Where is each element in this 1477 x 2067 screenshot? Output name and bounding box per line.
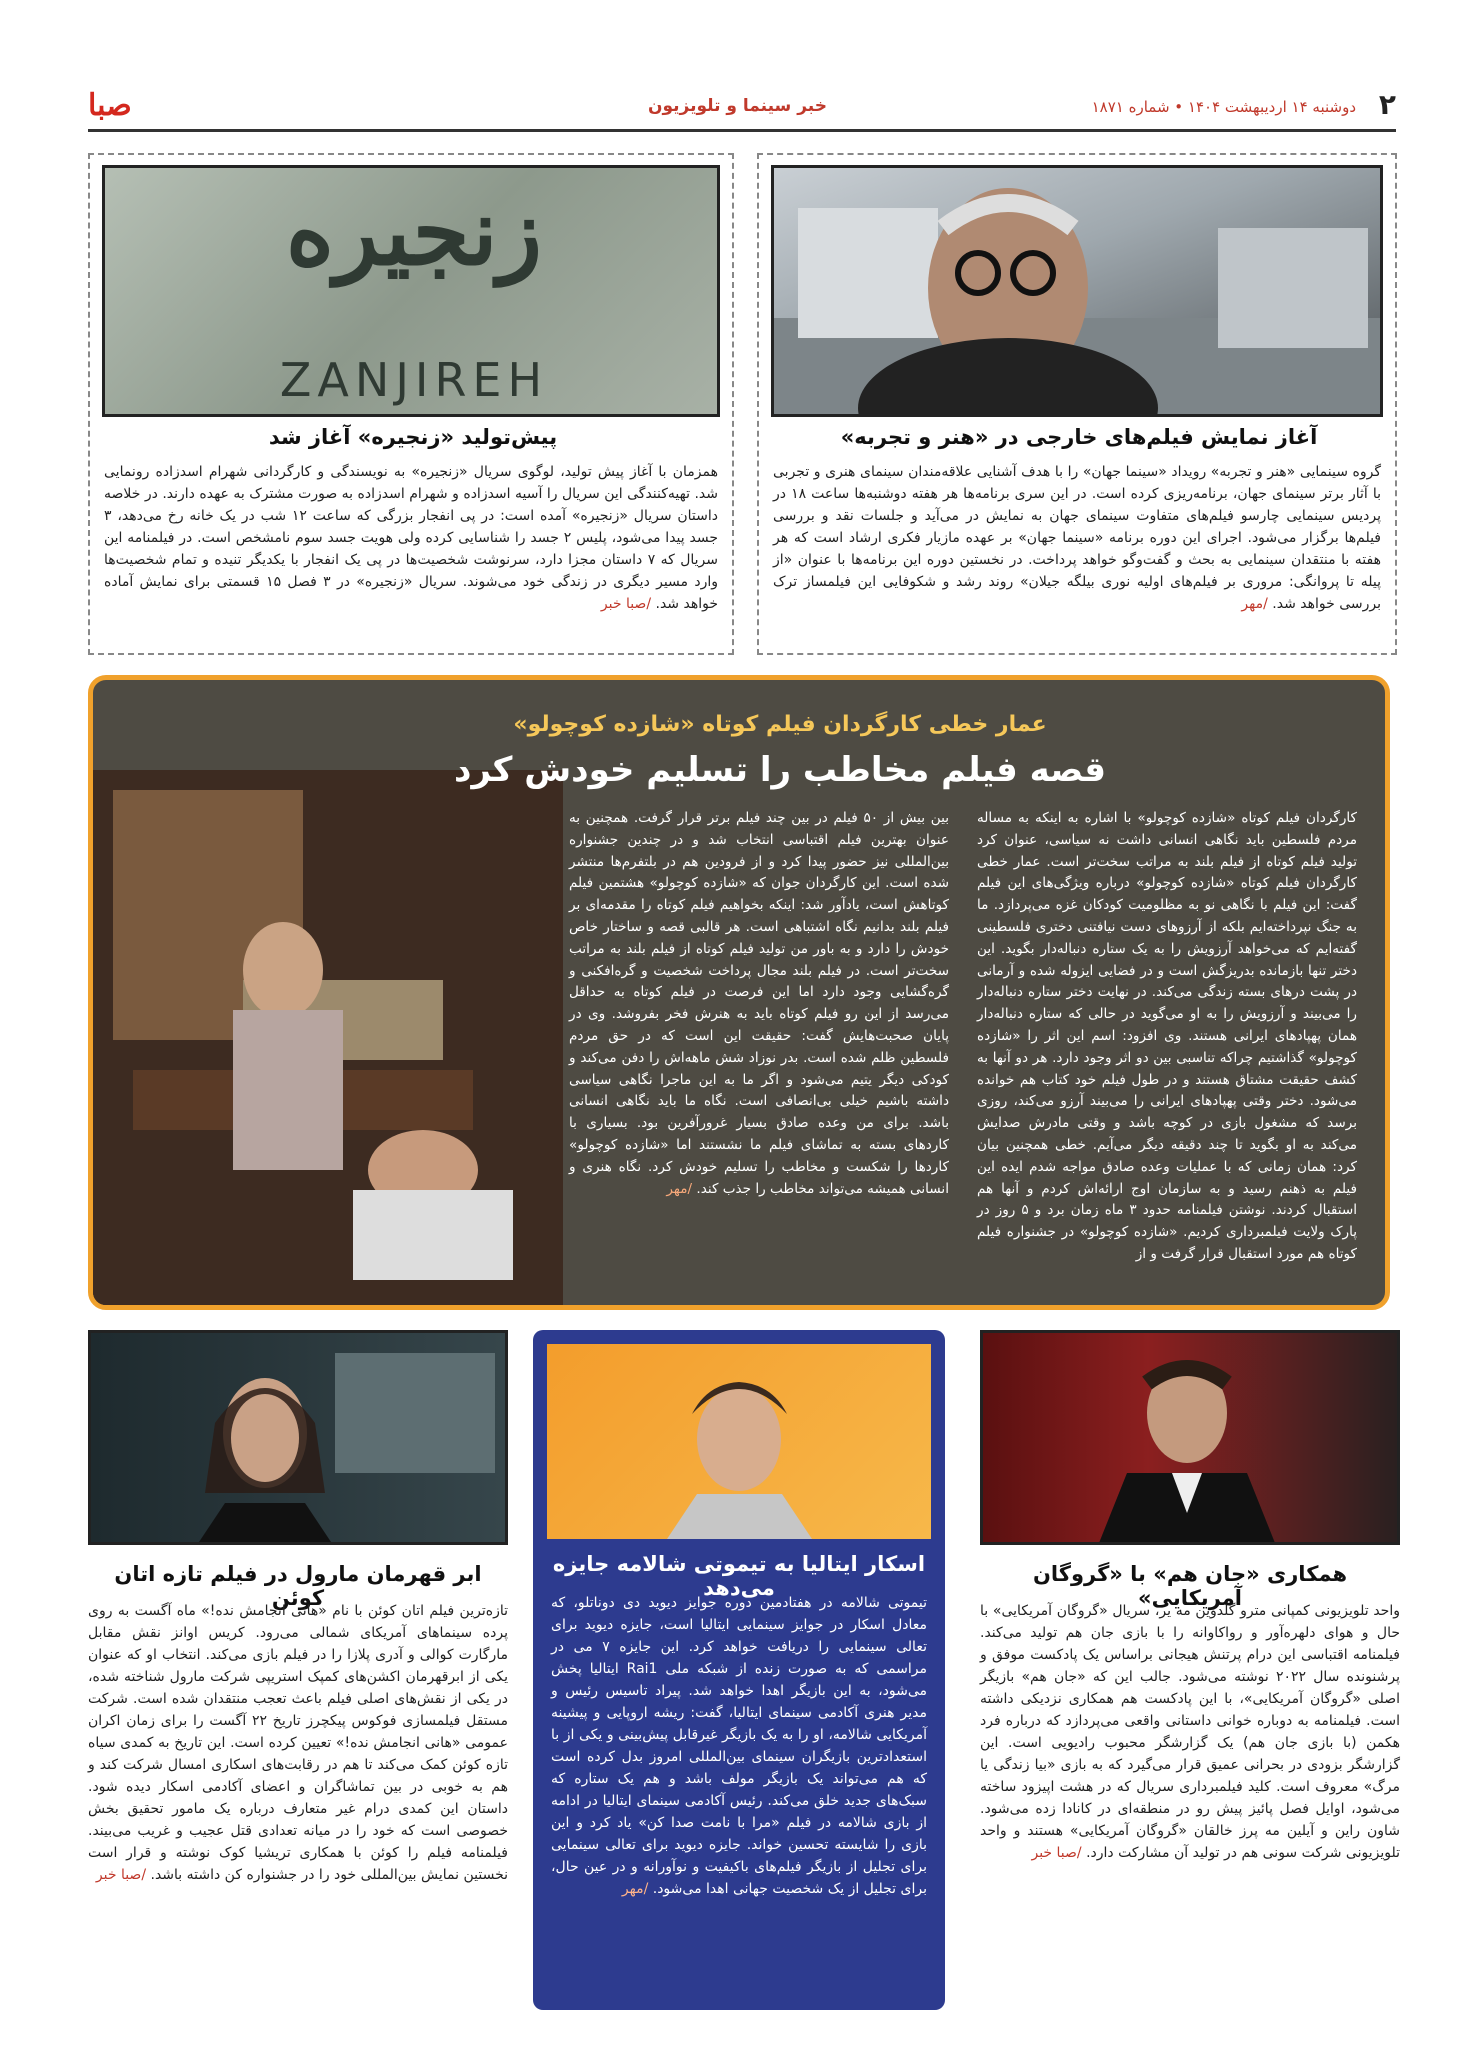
feature-photo [93,770,563,1310]
story-body: گروه سینمایی «هنر و تجربه» رویداد «سینما جهان» را با هدف آشنایی علاقه‌مندان سینمای هنری و تجربی با آثار برتر سینمای جهان، برنامه‌ریزی کرده است. در این سری برنامه‌ها هر هفته دوشنبه‌ها ساعت ۱۸ در پردیس سینمایی چارسو فیلم‌های متفاوت سینمای جهان به نمایش در می‌آید و جلسات نقد و بررسی فیلم‌ها برگزار می‌شود. اجرای این دوره برنامه «سینما جهان» بر عهده مازیار فکری ارشاد است که هر هفته با منتقدان سینمایی به بحث و گفت‌وگو خواهد پرداخت. در نخستین دوره این برنامه‌ها با عنوان «از پیله تا پروانگی: مروری بر فیلم‌های اولیه نوری بیلگه جیلان» روند رشد و شکوفایی این فیلمساز ترک بررسی خواهد شد. /مهر [773,464,1381,612]
page-header [88,88,1396,132]
feature-title: قصه فیلم مخاطب را تسلیم خودش کرد [454,750,1106,790]
story-jon-hamm [980,1330,1400,2050]
actress-portrait [88,1333,505,1545]
director-photo [771,165,1383,417]
story-title: ابر قهرمان مارول در فیلم تازه اتان کوئن [114,1562,482,1610]
section-title: خبر سینما و تلویزیون [648,96,827,116]
director-portrait [771,168,1380,417]
issue-date: دوشنبه ۱۴ اردیبهشت ۱۴۰۴ • شماره ۱۸۷۱ [1091,98,1356,116]
chalamet-photo [547,1344,931,1539]
story-coen [88,1330,508,2050]
story-title: اسکار ایتالیا به تیموتی شالامه جایزه می‌دهد [552,1552,926,1600]
story-title: پیش‌تولید «زنجیره» آغاز شد [268,425,558,449]
logo-english: ZANJIREH [279,353,549,407]
film-still-photo [88,1330,508,1545]
feature-column-left: بین بیش از ۵۰ فیلم در بین چند فیلم برتر قرار گرفت. همچنین به عنوان بهترین فیلم اقتباسی انتخاب شد و در چندین جشنواره بین‌المللی نیز حضور پیدا کرد و از فرودین هم در بلتفرم‌ها منتشر شده است. این کارگردان جوان که «شازده کوچولو» هشتمین فیلم کوتاهش است، یادآور شد: اینکه بخواهیم فیلم کوتاه را مقدمه‌ای بر فیلم بلند بدانیم نگاه اشتباهی است. هر قالبی قصه و ساختار خاص خودش را دارد و به باور من تولید فیلم کوتاه از فیلم بلند به مراتب سخت‌تر است. در فیلم بلند مجال پرداخت شخصیت و گره‌افکنی و گره‌گشایی وجود دارد اما این فرصت در فیلم کوتاه به حداقل می‌رسد از این رو فیلم کوتاه باید به هنرش فخر بفروشد. وی در پایان صحبت‌هایش گفت: حقیقت این است که در حق مردم فلسطین ظلم شده است. بدر نوزاد شش ماهه‌اش را دفن می‌کند و کودکی دیگر یتیم می‌شود و اگر ما به این ماجرا نگاهی سیاسی داشته باشیم خیلی بی‌انصافی است. نگاه ما باید نگاهی انسانی باشد. برای من وعده صادق بسیار غرورآفرین بود. بسیاری با کاردهای بسته به تماشای فیلم ما نشستند اما «شازده کوچولو» کاردها را شکست و مخاطب را تسلیم خودش کرد. نگاه هنری و انسانی همیشه می‌تواند مخاطب را جذب کند. /مهر [569,810,949,1197]
story-art-house [757,153,1397,655]
girl-reading-image [93,770,563,1310]
story-body: تازه‌ترین فیلم اتان کوئن با نام «هانی انجامش نده!» ماه آگست به روی پرده سینماهای آمریکای شمالی می‌رود. کریس اوانز نقش مقابل مارگارت کوالی و آدری پلازا را در فیلم بازی می‌کند. انتخاب او که عنوان یکی از ابرقهرمان اکشن‌های کمپک استریپی شرکت مارول شناخته شده، در یکی از نقش‌های اصلی فیلم باعث تعجب منتقدان شده است. شرکت مستقل فیلمسازی فوکوس پیکچرز تاریخ ۲۲ آگست را برای زمان اکران عمومی «هانی انجامش نده!» تعیین کرده است. این تاریخ به کمدی سیاه تازه کوئن کمک می‌کند تا هم در رقابت‌های اسکاری امسال شرکت کند و هم به خوبی در بین تماشاگران و اعضای آکادمی اسکار دیده شود. داستان این کمدی درام غیر متعارف درباره یک مامور تحقیق بخش خصوصی است که خود را در میانه تعدادی قتل عجیب و غریب می‌بیند. فیلمنامه فیلم را کوئن با همکاری تریشیا کوک نوشته و قرار است نخستین نمایش بین‌المللی خود را در جشنواره کن داشته باشد. /صبا خبر [88,1603,508,1883]
story-title: آغاز نمایش فیلم‌های خارجی در «هنر و تجربه» [840,425,1318,449]
publication-logo: صبا [88,88,132,123]
feature-interview [88,675,1390,1310]
logo-persian: زنجیره [285,178,543,286]
jon-hamm-photo [980,1330,1400,1545]
story-body: واحد تلویزیونی کمپانی مترو گلدوین مه یر، سریال «گروگان آمریکایی» با حال و هوای دلهره‌آور و رواکاوانه را با بازی جان هم تولید می‌کند. فیلمنامه اقتباسی این درام پرتنش هیجانی براساس یک پادکست موفق و پرشنونده سال ۲۰۲۲ نوشته می‌شود. جالب این که «جان هم» بازیگر اصلی «گروگان آمریکایی»، با این پادکست هم همکاری نزدیکی داشته است. فیلمنامه به دوباره خوانی داستانی واقعی می‌پردازد که درباره فرد هکمن (با بازی جان هم) یک گزارشگر محبوب رادیویی است. این گزارشگر بزودی در بحرانی عمیق قرار می‌گیرد که به بازی «بیا زندگی یا مرگ» معروف است. کلید فیلمبرداری سریال که در هشت اپیزود ساخته می‌شود، اوایل فصل پائیز پیش رو در منطقه‌ای در کانادا زده می‌شود. شاون راین و آیلین مه پرز خالقان «گروگان آمریکایی» هستند و واحد تلویزیونی شرکت سونی هم در تولید آن مشارکت دارد. /صبا خبر [980,1603,1400,1861]
page-number: ۲ [1378,88,1396,121]
actor-portrait [980,1333,1397,1545]
zanjireh-logo-image [102,165,720,417]
feature-column-right: کارگردان فیلم کوتاه «شازده کوچولو» با اشاره به اینکه به مساله مردم فلسطین باید نگاهی انسانی داشت نه سیاسی، عنوان کرد تولید فیلم کوتاه از فیلم بلند به مراتب سخت‌تر است. عمار خطی کارگردان فیلم کوتاه «شازده کوچولو» درباره ویژگی‌های این فیلم گفت: این فیلم با نگاهی نو به مظلومیت کودکان غزه می‌پردازد. ما به جنگ نپرداخته‌ایم بلکه از آرزوهای دست نیافتنی دختری فلسطینی گفته‌ایم که می‌خواهد آرزویش را به یک ستاره دنباله‌دار بگوید. این دختر تنها بازمانده بدریزگش است و در فضایی ایزوله شده و آرمانی در پشت درهای بسته زندگی می‌کند. در نهایت دختر ستاره دنباله‌دار را می‌بیند و آرزویش را به او می‌گوید در حالی که ستاره دنباله‌دار همان پهپادهای ایرانی هستند. وی افزود: اسم این اثر را «شازده کوچولو» گذاشتیم چراکه تناسبی بین دو اثر وجود دارد. هر دو آنها به کشف حقیقت مشتاق هستند و در طول فیلم خود کتاب هم خوانده می‌شود. دختر وقتی پهپادهای ایرانی را می‌بیند آرزو می‌کند، روزی برسد که مشغول بازی در کوچه باشد و وقتی مادرش صدایش می‌کند به او بگوید تا چند دقیقه دیگر می‌آیم. خطی همچنین بیان کرد: همان زمانی که با عملیات وعده صادق مواجه شدم ایده این فیلم به ذهنم رسید و به سازمان اوج ارائه‌اش کردم و آنها هم استقبال کردند. نوشتن فیلمنامه حدود ۳ ماه زمان برد و ۵ روز در پارک ولایت فیلمبرداری کردیم. «شازده کوچولو» در جشنواره فیلم کوتاه هم مورد استقبال قرار گرفت و از [977,810,1357,1262]
story-body: تیموتی شالامه در هفتادمین دوره جوایز دیوید دی دوناتلو، که معادل اسکار در جوایز سینمایی ایتالیا است، جایزه دیوید برای تعالی سینمایی را دریافت خواهد کرد. این جایزه ۷ می در مراسمی که به صورت زنده از شبکه ملی Rai1 ایتالیا پخش می‌شود، به این بازیگر اهدا خواهد شد. پیراد تاسیس رئیس و مدیر هنری آکادمی سینمای ایتالیا، گفت: ریشه اروپایی و پیشینه آمریکایی شالامه، او را به یک بازیگر غیرقابل پیش‌بینی و یکی از با استعدادترین بازیگران سینمای بین‌المللی امروز بدل کرده است که هم می‌تواند یک بازیگر مولف باشد و هم یک ستاره که سبک‌های جدید خلق می‌کند. رئیس آکادمی سینمای ایتالیا در ادامه از بازی شالامه در فیلم «مرا با نامت صدا کن» یاد کرد و این بازی را شایسته تحسین خواند. جایزه دیوید برای تعالی سینمایی برای تجلیل از بازیگر فیلم‌های باکیفیت و نوآورانه و در عین حال، برای تجلیل از یک شخصیت جهانی اهدا می‌شود. /مهر [551,1595,928,1897]
story-title: همکاری «جان هم» با «گروگان آمریکایی» [1032,1562,1348,1610]
story-zanjireh [88,153,734,655]
story-body: همزمان با آغاز پیش تولید، لوگوی سریال «زنجیره» به نویسندگی و کارگردانی شهرام اسدزاده رونمایی شد. تهیه‌کنندگی این سریال را آسیه اسدزاده و شهرام اسدزاده به صورت مشترک به عهده دارند. در خلاصه داستان سریال «زنجیره» آمده است: در پی انفجار بزرگی که ساعت ۱۲ شب در یک خانه رخ می‌دهد، ۳ جسد پیدا می‌شود، پلیس ۲ جسد را شناسایی کرده ولی هویت جسد سوم نامشخص است. در فیلمنامه این سریال که ۷ داستان مجزا دارد، سرنوشت شخصیت‌ها در پی یک انفجار با یکدیگر تنیده و تمام شخصیت‌ها وارد مسیر دیگری در زندگی خود می‌شوند. سریال «زنجیره» در ۳ فصل ۱۵ قسمتی برای نمایش آماده خواهد شد. /صبا خبر [104,464,719,612]
story-chalamet [533,1330,945,2010]
feature-kicker: عمار خطی کارگردان فیلم کوتاه «شازده کوچولو» [513,712,1047,737]
actor-portrait [547,1344,931,1539]
